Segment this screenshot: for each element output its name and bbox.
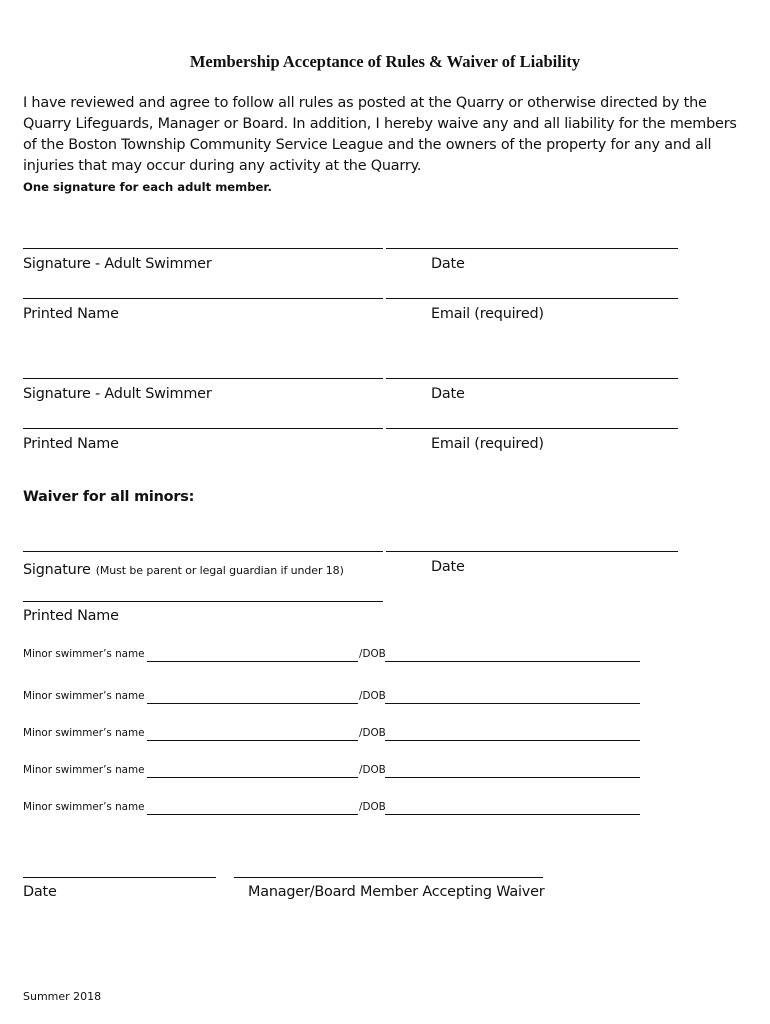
minor-name-label: Minor swimmer’s name xyxy=(23,690,145,702)
minor-row xyxy=(23,648,663,668)
adult1-email-label: Email (required) xyxy=(431,306,544,322)
guardian-signature-note: (Must be parent or legal guardian if under 18) xyxy=(95,564,344,577)
guardian-printed-name-line[interactable] xyxy=(23,601,383,602)
guardian-signature-label-group xyxy=(23,559,344,578)
adult1-date-label: Date xyxy=(431,256,465,272)
adult2-printed-name-label: Printed Name xyxy=(23,436,119,452)
minor-dob-label: /DOB xyxy=(359,690,386,702)
minor-dob-line[interactable] xyxy=(385,661,640,662)
adult1-email-line[interactable] xyxy=(386,298,678,299)
minor-name-line[interactable] xyxy=(147,777,358,778)
adult2-date-line[interactable] xyxy=(386,378,678,379)
minor-name-label: Minor swimmer’s name xyxy=(23,801,145,813)
signature-note: One signature for each adult member. xyxy=(23,180,272,194)
minor-name-line[interactable] xyxy=(147,703,358,704)
minor-name-line[interactable] xyxy=(147,814,358,815)
adult1-signature-line[interactable] xyxy=(23,248,383,249)
manager-signature-line[interactable] xyxy=(234,877,543,878)
minor-row xyxy=(23,764,663,784)
minor-name-label: Minor swimmer’s name xyxy=(23,727,145,739)
document-title: Membership Acceptance of Rules & Waiver of Liability xyxy=(189,52,581,71)
minor-dob-label: /DOB xyxy=(359,801,386,813)
minors-heading: Waiver for all minors: xyxy=(23,489,195,505)
guardian-date-label: Date xyxy=(431,559,465,575)
adult2-email-line[interactable] xyxy=(386,428,678,429)
minor-dob-label: /DOB xyxy=(359,764,386,776)
adult1-signature-label: Signature - Adult Swimmer xyxy=(23,256,212,272)
minor-row xyxy=(23,690,663,710)
minor-dob-line[interactable] xyxy=(385,703,640,704)
adult2-signature-line[interactable] xyxy=(23,378,383,379)
minor-dob-line[interactable] xyxy=(385,777,640,778)
acceptance-date-line[interactable] xyxy=(23,877,216,878)
minor-name-label: Minor swimmer’s name xyxy=(23,764,145,776)
manager-label: Manager/Board Member Accepting Waiver xyxy=(248,884,545,900)
adult1-date-line[interactable] xyxy=(386,248,678,249)
footer-text: Summer 2018 xyxy=(23,990,102,1003)
minor-row xyxy=(23,727,663,747)
guardian-printed-name-label: Printed Name xyxy=(23,608,119,624)
minor-dob-line[interactable] xyxy=(385,740,640,741)
adult2-email-label: Email (required) xyxy=(431,436,544,452)
guardian-date-line[interactable] xyxy=(386,551,678,552)
acceptance-date-label: Date xyxy=(23,884,57,900)
adult2-signature-label: Signature - Adult Swimmer xyxy=(23,386,212,402)
minor-name-line[interactable] xyxy=(147,661,358,662)
minor-dob-line[interactable] xyxy=(385,814,640,815)
adult2-date-label: Date xyxy=(431,386,465,402)
guardian-signature-label: Signature xyxy=(23,562,91,578)
minor-name-line[interactable] xyxy=(147,740,358,741)
adult2-printed-name-line[interactable] xyxy=(23,428,383,429)
guardian-signature-line[interactable] xyxy=(23,551,383,552)
adult1-printed-name-line[interactable] xyxy=(23,298,383,299)
minor-dob-label: /DOB xyxy=(359,727,386,739)
minor-row xyxy=(23,801,663,821)
intro-paragraph: I have reviewed and agree to follow all rules as posted at the Quarry or otherwise directed by the Quarry Lifeguards, Manager or Board. In addition, I hereby waive any and all liability for the members of the Boston Township Community Service League and the owners of the property for any and all injuries that may occur during any activity at the Quarry. xyxy=(23,95,737,174)
minor-dob-label: /DOB xyxy=(359,648,386,660)
adult1-printed-name-label: Printed Name xyxy=(23,306,119,322)
minor-name-label: Minor swimmer’s name xyxy=(23,648,145,660)
